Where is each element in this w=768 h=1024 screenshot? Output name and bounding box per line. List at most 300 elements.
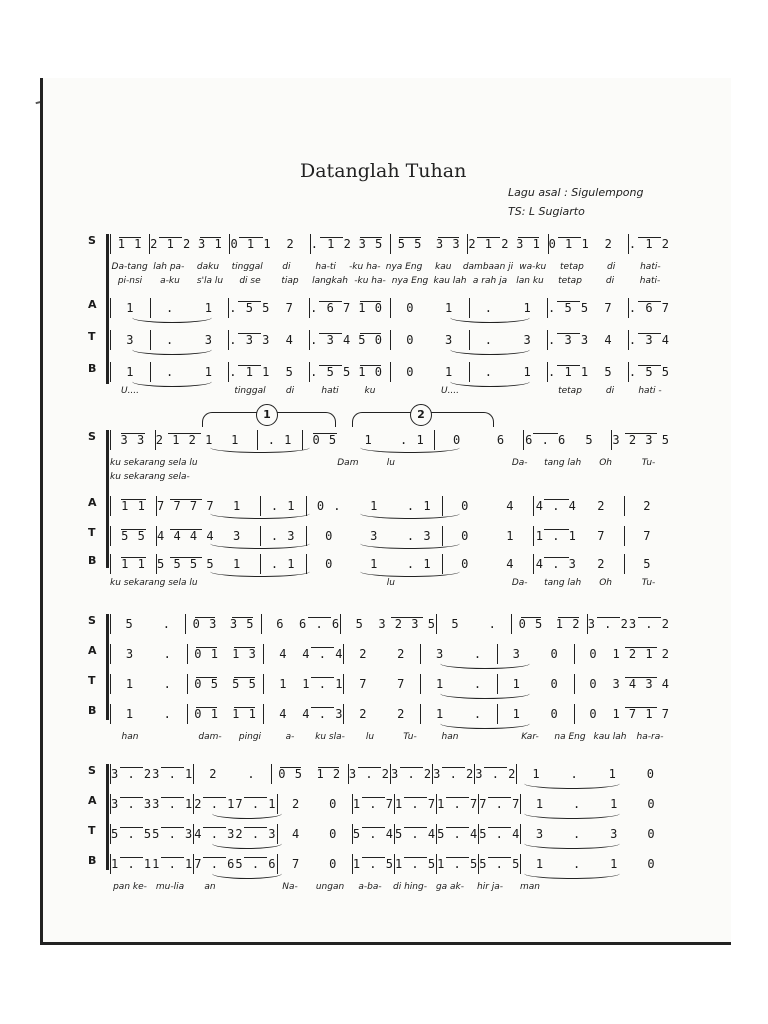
- note-cell: 1: [435, 677, 445, 691]
- note-cell: 4 . 3: [194, 827, 236, 841]
- note-cell: . 3: [406, 529, 432, 543]
- lyric-line-1: [110, 260, 670, 274]
- note-cell: 0 1 1: [230, 237, 272, 251]
- note-cell: . 3 3: [548, 333, 590, 347]
- lyric-syllable: di: [605, 386, 615, 396]
- lyric-syllable: tinggal: [234, 386, 266, 396]
- note-cell: 1: [523, 301, 532, 315]
- note-cell: . 3 4: [628, 333, 670, 347]
- volta-number-1: 1: [256, 404, 278, 426]
- lyric-text: ku sekarang sela-: [110, 472, 190, 482]
- note-cell: 3: [370, 529, 379, 543]
- note-cell: . 5 5: [548, 301, 590, 315]
- lyric-syllable: ga ak-: [435, 882, 465, 892]
- note-cell: 0: [647, 797, 656, 811]
- note-cell: 1: [126, 365, 135, 379]
- note-cell: 1 1: [111, 499, 156, 513]
- part-label-b: B: [88, 704, 97, 717]
- note-cell: 5 . 6: [235, 857, 277, 871]
- note-cell: 0: [325, 557, 334, 571]
- slur: [524, 808, 620, 819]
- note-cell: 5 . 4: [394, 827, 437, 841]
- note-cell: 1: [204, 365, 213, 379]
- lyric-syllable: Da-: [511, 458, 528, 468]
- lyric-syllable: di: [285, 386, 295, 396]
- note-cell: 0: [329, 827, 338, 841]
- lyric-syllable: tang lah: [544, 578, 582, 588]
- note-cell: 0: [461, 557, 470, 571]
- note-cell: 4: [285, 333, 294, 347]
- note-cell: 4: [506, 499, 515, 513]
- note-cell: 0: [589, 707, 598, 721]
- note-cell: 0: [550, 707, 559, 721]
- note-cell: 2: [359, 707, 368, 721]
- lyric-syllable: Kar-: [521, 732, 539, 742]
- note-cell: 3 . 2: [587, 617, 629, 631]
- note-cell: 5 5: [391, 237, 429, 251]
- note-cell: 0: [646, 767, 656, 781]
- note-cell: 0: [406, 301, 415, 315]
- part-label-a: A: [88, 298, 97, 311]
- note-cell: 3 4 3 4: [612, 677, 671, 691]
- part-label-b: B: [88, 554, 97, 567]
- note-cell: 5 . 4: [352, 827, 394, 841]
- bass-lyric-line: [110, 576, 670, 590]
- lyric-syllable: di: [282, 262, 291, 272]
- note-cell: . 1: [267, 433, 293, 447]
- slur: [212, 868, 282, 879]
- note-cell: 1 0: [351, 365, 390, 379]
- note-cell: 1: [532, 767, 541, 781]
- note-cell: 3: [204, 333, 213, 347]
- note-cell: 4 . 3: [302, 707, 344, 721]
- part-label-b: B: [88, 854, 97, 867]
- note-cell: 1: [445, 365, 454, 379]
- slur: [360, 566, 460, 577]
- lyric-line: [110, 730, 670, 744]
- note-cell: 0 3: [186, 617, 223, 631]
- note-cell: 1 . 7: [394, 797, 437, 811]
- lyric-syllable: tetap: [558, 276, 582, 286]
- note-cell: 2: [397, 647, 406, 661]
- note-cell: 0 1: [188, 647, 226, 661]
- lyric-syllable: daku: [196, 262, 220, 272]
- lyric-syllable: wa-ku: [519, 262, 547, 272]
- lyric-syllable: Oh: [599, 458, 612, 468]
- note-cell: 1: [445, 301, 454, 315]
- slur: [450, 344, 530, 355]
- note-cell: .: [484, 333, 493, 347]
- note-cell: 2: [597, 499, 606, 513]
- lyric-line-1: [110, 456, 670, 470]
- note-cell: 3 3: [429, 237, 467, 251]
- note-cell: .: [166, 365, 175, 379]
- note-cell: 0: [453, 433, 462, 447]
- note-cell: 2: [397, 707, 406, 721]
- lyric-syllable: a-ba-: [358, 882, 382, 892]
- note-cell: 3 1: [191, 237, 229, 251]
- note-cell: 2 1 2 1: [155, 433, 214, 447]
- note-cell: 1: [231, 433, 240, 447]
- slur: [450, 312, 530, 323]
- note-cell: 1: [126, 301, 135, 315]
- lyric-syllable: di: [605, 276, 615, 286]
- lyric-syllable: hati: [321, 386, 339, 396]
- note-cell: . 5 5: [310, 365, 352, 379]
- lyric-syllable: a-ku: [160, 276, 180, 286]
- lyric-syllable: kau lah: [593, 732, 627, 742]
- lyric-syllable: Na-: [282, 882, 298, 892]
- note-cell: 3: [126, 333, 135, 347]
- note-cell: 1 . 1: [535, 529, 577, 543]
- note-cell: 6 . 6: [299, 617, 341, 631]
- note-cell: 0: [406, 365, 415, 379]
- note-cell: 3: [233, 529, 242, 543]
- note-cell: . 6 7: [310, 301, 352, 315]
- note-cell: . 1: [270, 499, 296, 513]
- note-cell: 5 0: [351, 333, 390, 347]
- lyric-syllable: han: [121, 732, 139, 742]
- lyric-syllable: Da-tang: [111, 262, 148, 272]
- slur: [210, 442, 310, 453]
- note-cell: 2: [643, 499, 652, 513]
- lyric-syllable: a-: [285, 732, 295, 742]
- lyric-syllable: pan ke-: [113, 882, 147, 892]
- soprano-row: [88, 614, 672, 634]
- slur: [524, 778, 620, 789]
- lyric-syllable: mu-lia: [155, 882, 185, 892]
- part-label-b: B: [88, 362, 97, 375]
- note-cell: 5 . 4: [479, 827, 521, 841]
- origin-credit: Lagu asal : Sigulempong: [508, 186, 644, 199]
- note-cell: 7: [291, 857, 301, 871]
- slur: [440, 658, 530, 669]
- lyric-syllable: hati -: [638, 386, 662, 396]
- lyric-syllable: nya Eng: [391, 276, 429, 286]
- note-cell: 4 . 4: [302, 647, 344, 661]
- slur: [212, 838, 282, 849]
- note-cell: 3 5: [224, 617, 261, 631]
- lyric-syllable: lah pa-: [153, 262, 185, 272]
- note-cell: 0 .: [316, 499, 342, 513]
- note-cell: .: [473, 647, 483, 661]
- note-cell: 3: [125, 647, 135, 661]
- lyric-syllable: a rah ja: [472, 276, 508, 286]
- note-cell: 4 . 4: [535, 499, 577, 513]
- slur: [210, 566, 310, 577]
- note-cell: . 1: [270, 557, 296, 571]
- note-cell: 0: [329, 857, 338, 871]
- note-cell: 1 . 1: [111, 857, 153, 871]
- note-cell: 3 2 3 5: [378, 617, 436, 631]
- note-cell: 3 . 1: [152, 767, 194, 781]
- lyric-syllable: -ku ha-: [349, 262, 381, 272]
- note-cell: 7 . 1: [235, 797, 277, 811]
- note-cell: . 6 7: [628, 301, 670, 315]
- lyric-syllable: Tu-: [641, 578, 656, 588]
- note-cell: .: [162, 617, 171, 631]
- note-cell: 5: [604, 365, 613, 379]
- lyric-syllable: nya Eng: [385, 262, 423, 272]
- lyric-syllable: han: [441, 732, 459, 742]
- part-label-a: A: [88, 496, 97, 509]
- note-cell: . 1: [406, 557, 432, 571]
- note-cell: 1: [125, 677, 135, 691]
- lyric-syllable: ha-ti: [315, 262, 336, 272]
- note-cell: .: [473, 707, 483, 721]
- lyric-syllable: dambaan ji: [462, 262, 514, 272]
- note-cell: 2 . 1: [194, 797, 236, 811]
- lyric-syllable: Oh: [599, 578, 612, 588]
- alto-row: [88, 644, 672, 664]
- note-cell: . 1 2: [628, 237, 670, 251]
- note-cell: 3 . 2: [111, 767, 153, 781]
- note-cell: .: [163, 647, 172, 661]
- slur: [440, 718, 530, 729]
- note-cell: 0: [647, 827, 656, 841]
- lyric-syllable: hir ja-: [476, 882, 504, 892]
- lyric-syllable: pi-nsi: [117, 276, 143, 286]
- note-cell: . 3 4: [310, 333, 352, 347]
- note-cell: 1 7 1 7: [612, 707, 671, 721]
- lyric-syllable: U....: [120, 386, 140, 396]
- note-cells: [110, 234, 670, 254]
- note-cell: 7: [285, 301, 294, 315]
- lyric-syllable: hati-: [640, 262, 661, 272]
- note-cell: 0: [589, 677, 598, 691]
- note-cell: 0: [550, 677, 559, 691]
- note-cell: .: [247, 767, 256, 781]
- note-cell: 2 1 2: [468, 237, 510, 251]
- lyric-syllable: ku sekarang sela lu: [110, 578, 198, 588]
- lyric-syllable: tang lah: [544, 458, 582, 468]
- note-cell: 6: [276, 617, 285, 631]
- note-cell: .: [572, 857, 582, 871]
- lyric-syllable: lu: [386, 458, 395, 468]
- note-cell: 4 4 4 4: [157, 529, 215, 543]
- note-cell: 1 . 1: [152, 857, 194, 871]
- note-cell: 1: [435, 707, 445, 721]
- note-cell: 1 1: [226, 707, 264, 721]
- note-cell: 2: [286, 237, 295, 251]
- note-cell: 5 . 3: [152, 827, 194, 841]
- lyric-syllable: ku sla-: [315, 732, 345, 742]
- note-cell: . 1 2: [310, 237, 352, 251]
- note-cells: [110, 704, 670, 724]
- slur: [210, 508, 310, 519]
- note-cell: 5: [643, 557, 652, 571]
- note-cell: 0 5: [188, 677, 226, 691]
- lyric-syllable: tetap: [558, 386, 582, 396]
- note-cell: 6 . 6: [525, 433, 567, 447]
- note-cell: . 1: [400, 433, 425, 447]
- note-cell: 3 5: [352, 237, 390, 251]
- lyric-syllable: hati-: [639, 276, 661, 286]
- note-cell: 3: [610, 827, 619, 841]
- note-cell: .: [570, 767, 579, 781]
- note-cell: 3: [523, 333, 532, 347]
- lyric-syllable: lu: [365, 732, 375, 742]
- note-cell: 4: [279, 707, 288, 721]
- part-label-s: S: [88, 234, 96, 247]
- note-cell: 0: [329, 797, 338, 811]
- note-cell: 7 . 7: [479, 797, 521, 811]
- lyric-syllable: kau lah: [433, 276, 467, 286]
- note-cell: .: [163, 677, 172, 691]
- lyric-syllable: Tu-: [403, 732, 417, 742]
- note-cell: 1: [610, 857, 619, 871]
- note-cell: . 1: [406, 499, 432, 513]
- note-cell: 0 1 1: [548, 237, 590, 251]
- note-cell: 2: [291, 797, 301, 811]
- note-cell: 0: [647, 857, 656, 871]
- note-cell: 1: [535, 797, 545, 811]
- note-cell: 1: [204, 301, 213, 315]
- lyric-syllable: Tu-: [641, 458, 656, 468]
- note-cell: 0 1: [188, 707, 226, 721]
- lyric-line-2: [110, 274, 670, 288]
- part-label-a: A: [88, 794, 97, 807]
- slur: [210, 538, 310, 549]
- slur: [132, 312, 212, 323]
- note-cell: 5: [125, 617, 134, 631]
- note-cell: 5 5 5 5: [157, 557, 215, 571]
- note-cell: 1: [233, 499, 242, 513]
- lyric-syllable: di hing-: [393, 882, 427, 892]
- soprano-row: [88, 234, 672, 254]
- slur: [524, 838, 620, 849]
- note-cell: .: [166, 333, 175, 347]
- lyric-syllable: ku sekarang sela lu: [110, 458, 198, 468]
- note-cell: 1 2: [310, 767, 348, 781]
- note-cell: .: [572, 797, 582, 811]
- note-cell: 1: [523, 365, 532, 379]
- lyric-syllable: Da-: [511, 578, 528, 588]
- note-cell: 3: [535, 827, 545, 841]
- note-cell: 1 . 1: [302, 677, 344, 691]
- part-label-t: T: [88, 824, 96, 837]
- note-cell: 1 0: [351, 301, 390, 315]
- note-cell: 1 2 1 2: [612, 647, 671, 661]
- note-cell: 3: [445, 333, 454, 347]
- lyric-syllable: na Eng: [554, 732, 586, 742]
- part-label-a: A: [88, 644, 97, 657]
- lyric-syllable: tetap: [560, 262, 584, 272]
- note-cell: 2: [597, 557, 606, 571]
- note-cell: 4 . 3: [535, 557, 577, 571]
- volta-number-2: 2: [410, 404, 432, 426]
- note-cell: 7: [597, 529, 606, 543]
- lyric-line-2: [110, 470, 670, 484]
- part-label-t: T: [88, 526, 96, 539]
- note-cell: 0: [589, 647, 598, 661]
- note-cell: 5 . 5: [479, 857, 521, 871]
- note-cell: 0 5: [272, 767, 310, 781]
- note-cell: 7: [397, 677, 406, 691]
- lyric-syllable: an: [204, 882, 216, 892]
- tenor-row: [88, 674, 672, 694]
- note-cell: 1 . 7: [352, 797, 394, 811]
- note-cell: 3 . 2: [475, 767, 517, 781]
- note-cell: .: [572, 827, 582, 841]
- note-cell: .: [163, 707, 172, 721]
- lyric-syllable: tinggal: [231, 262, 263, 272]
- note-cell: 2 1 2: [150, 237, 192, 251]
- slur: [132, 344, 212, 355]
- note-cell: .: [166, 301, 175, 315]
- lyric-syllable: ha-ra-: [636, 732, 664, 742]
- slur: [524, 868, 620, 879]
- note-cell: 1: [506, 529, 515, 543]
- slur: [440, 688, 530, 699]
- note-cell: 7: [643, 529, 652, 543]
- note-cell: 7 7 7 7: [157, 499, 215, 513]
- note-cell: 4: [506, 557, 515, 571]
- note-cell: 1: [610, 797, 619, 811]
- part-label-t: T: [88, 674, 96, 687]
- note-cell: 3 2 3 5: [612, 433, 670, 447]
- note-cell: 1 . 5: [394, 857, 437, 871]
- note-cell: 5 5: [111, 529, 156, 543]
- note-cell: 1: [608, 767, 617, 781]
- lyric-syllable: tiap: [281, 276, 299, 286]
- note-cell: . 3 3: [229, 333, 271, 347]
- note-cell: 1 3: [226, 647, 264, 661]
- note-cell: .: [488, 617, 497, 631]
- slur: [212, 808, 282, 819]
- note-cell: 1: [279, 677, 288, 691]
- note-cell: 2: [359, 647, 368, 661]
- note-cell: 7 . 6: [194, 857, 236, 871]
- slur: [450, 376, 530, 387]
- lyric-syllable: dam-: [198, 732, 222, 742]
- note-cell: 5: [355, 617, 364, 631]
- part-label-s: S: [88, 614, 96, 627]
- note-cell: 0: [461, 529, 470, 543]
- note-cell: 1 . 5: [437, 857, 479, 871]
- note-cell: . 5 5: [229, 301, 271, 315]
- part-label-s: S: [88, 430, 96, 443]
- note-cell: 2 . 3: [235, 827, 277, 841]
- note-cell: 2: [604, 237, 613, 251]
- bass-row: [88, 704, 672, 724]
- note-cell: .: [473, 677, 483, 691]
- lyric-line: [110, 880, 670, 894]
- lyric-syllable: di: [607, 262, 616, 272]
- note-cell: 3: [435, 647, 445, 661]
- note-cell: 0: [406, 333, 415, 347]
- note-cell: 1: [364, 433, 373, 447]
- note-cells: [110, 674, 670, 694]
- lyric-syllable: lan ku: [516, 276, 544, 286]
- lyric-syllable: ungan: [315, 882, 345, 892]
- note-cell: 1: [535, 857, 545, 871]
- note-cell: . 1 1: [229, 365, 271, 379]
- note-cell: 3 . 2: [391, 767, 433, 781]
- note-cell: 5: [585, 433, 594, 447]
- lyric-syllable: Dam: [337, 458, 359, 468]
- note-cell: 3 1: [509, 237, 547, 251]
- note-cell: 3 . 2: [348, 767, 390, 781]
- note-cell: 5 5: [226, 677, 264, 691]
- note-cell: 1: [370, 557, 379, 571]
- note-cell: 0 5: [512, 617, 549, 631]
- note-cell: .: [484, 301, 493, 315]
- note-cell: . 1 1: [548, 365, 590, 379]
- slur: [360, 442, 460, 453]
- note-cell: 2: [209, 767, 218, 781]
- note-cell: .: [484, 365, 493, 379]
